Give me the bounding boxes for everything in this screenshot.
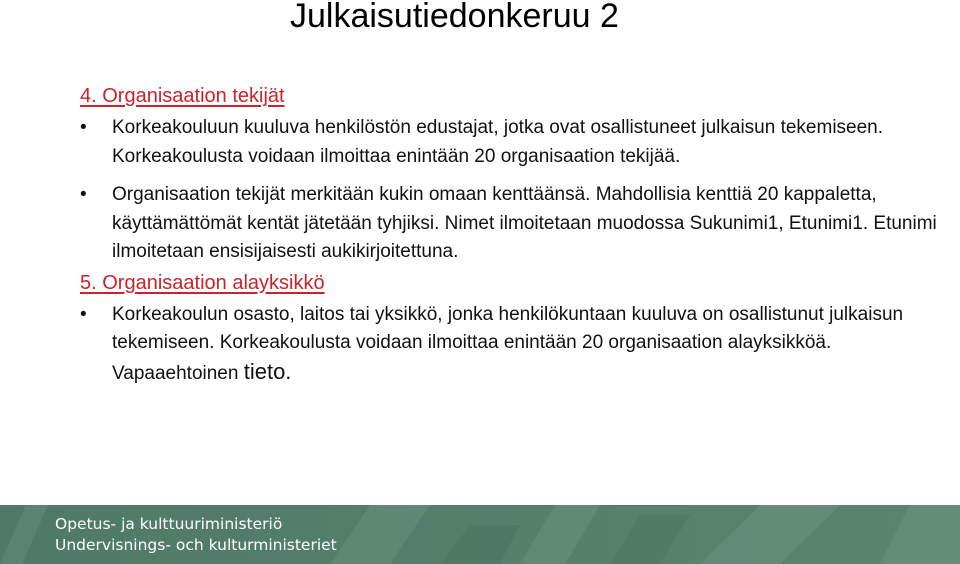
bullet-icon: • — [80, 184, 87, 205]
slide-title: Julkaisutiedonkeruu 2 — [290, 0, 619, 35]
slide-content — [80, 80, 940, 388]
list-item-text: Korkeakoulun osasto, laitos tai yksikkö, jonka henkilökuntaan kuuluva on osallistunut julkaisun tekemiseen. Korkeakoulusta voidaan ilmoittaa enintään 20 organisaation alayksikköä. Vapaaehtoinen — [112, 303, 904, 384]
list-item-last-word: tieto. — [243, 358, 292, 384]
bullet-icon: • — [80, 303, 87, 325]
ministry-name-swedish: Undervisnings- och kulturministeriet — [55, 536, 337, 554]
bullet-list-organisaation-alayksikko — [80, 301, 940, 389]
ministry-name-finnish: Opetus- ja kulttuuriministeriö — [55, 515, 283, 533]
list-item — [80, 181, 940, 267]
list-item-text: Organisaation tekijät merkitään kukin omaan kenttäänsä. Mahdollisia kenttiä 20 kappaletta, käyttämättömät kentät jätetään tyhjiksi. Nimet ilmoitetaan muodossa Sukunimi1, Etunimi1. Etunimi ilmoitetaan ensisijaisesti aukikirjoitettuna. — [112, 184, 937, 262]
ministry-name — [55, 514, 337, 556]
section-heading-organisaation-tekijat: 4. Organisaation tekijät — [80, 85, 285, 107]
list-item — [80, 301, 940, 389]
list-item-text: Korkeakouluun kuuluva henkilöstön edustajat, jotka ovat osallistuneet julkaisun tekemiseen. Korkeakoulusta voidaan ilmoittaa enintään 20 organisaation tekijää. — [112, 117, 884, 167]
list-item — [80, 114, 940, 171]
ministry-footer-banner — [0, 505, 960, 564]
bullet-list-organisaation-tekijat — [80, 114, 940, 267]
bullet-icon: • — [80, 117, 87, 138]
section-heading-organisaation-alayksikko: 5. Organisaation alayksikkö — [80, 271, 325, 294]
